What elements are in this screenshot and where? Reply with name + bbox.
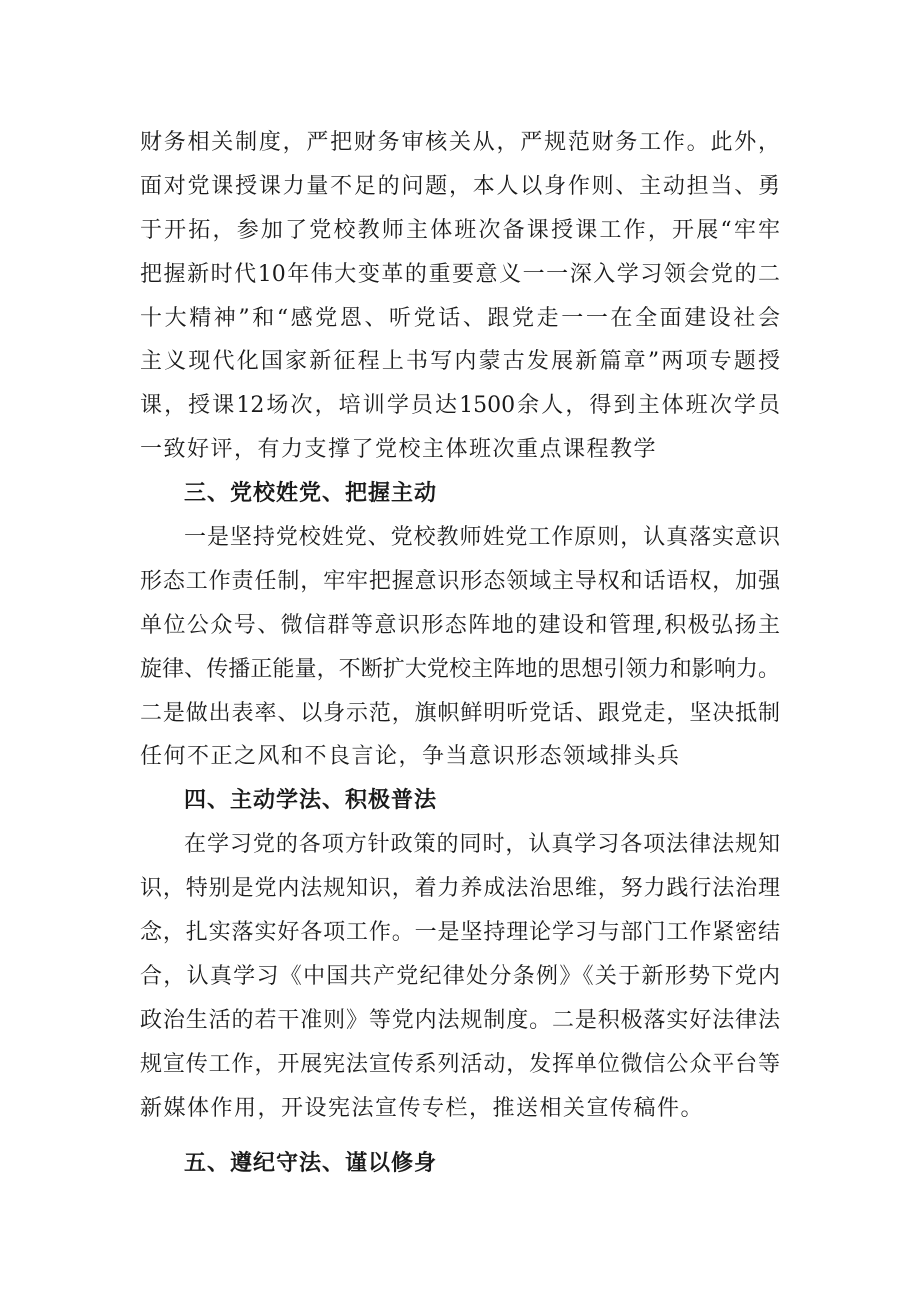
text-line: 新媒体作用，开设宪法宣传专栏，推送相关宣传稿件。 xyxy=(140,1095,705,1121)
text-line: 主义现代化国家新征程上书写内蒙古发展新篇章”两项专题授 xyxy=(140,349,780,375)
section-heading-4: 四、主动学法、积极普法 xyxy=(184,788,438,814)
text-line: 任何不正之风和不良言论，争当意识形态领域排头兵 xyxy=(140,744,681,770)
text-line: 规宣传工作，开展宪法宣传系列活动，发挥单位微信公众平台等 xyxy=(140,1051,780,1077)
paragraph-section-3 xyxy=(140,516,780,779)
text-line: 面对党课授课力量不足的问题，本人以身作则、主动担当、勇 xyxy=(140,173,780,199)
text-line: 旋律、传播正能量，不断扩大党校主阵地的思想引领力和影响力。 xyxy=(140,656,780,682)
text-line: 把握新时代10年伟大变革的重要意义一一深入学习领会党的二 xyxy=(140,261,780,287)
text-line: 财务相关制度，严把财务审核关从，严规范财务工作。此外， xyxy=(140,130,780,155)
text-line: 念，扎实落实好各项工作。一是坚持理论学习与部门工作紧密结 xyxy=(140,920,780,946)
text-line: 课，授课12场次，培训学员达1500余人，得到主体班次学员 xyxy=(140,393,780,419)
text-line: 单位公众号、微信群等意识形态阵地的建设和管理,积极弘扬主 xyxy=(140,612,780,638)
section-heading-3: 三、党校姓党、把握主动 xyxy=(184,481,438,507)
text-line: 合，认真学习《中国共产党纪律处分条例》《关于新形势下党内 xyxy=(140,963,780,989)
paragraph-intro xyxy=(140,121,780,472)
text-line: 一是坚持党校姓党、党校教师姓党工作原则，认真落实意识 xyxy=(184,525,780,551)
text-line: 在学习党的各项方针政策的同时，认真学习各项法律法规知 xyxy=(184,832,780,858)
text-line: 识，特别是党内法规知识，着力养成法治思维，努力践行法治理 xyxy=(140,876,780,902)
text-line: 形态工作责任制，牢牢把握意识形态领域主导权和话语权，加强 xyxy=(140,568,780,594)
section-heading-5: 五、遵纪守法、谨以修身 xyxy=(184,1151,438,1177)
paragraph-section-4 xyxy=(140,823,780,1130)
text-line: 二是做出表率、以身示范，旗帜鲜明听党话、跟党走，坚决抵制 xyxy=(140,700,780,726)
text-line: 十大精神”和“感党恩、听党话、跟党走一一在全面建设社会 xyxy=(140,305,780,331)
text-line: 政治生活的若干准则》等党内法规制度。二是积极落实好法律法 xyxy=(140,1007,780,1033)
text-line: 一致好评，有力支撑了党校主体班次重点课程教学 xyxy=(140,437,658,463)
text-line: 于开拓，参加了党校教师主体班次备课授课工作，开展“牢牢 xyxy=(140,217,780,243)
document-body xyxy=(140,121,780,1186)
